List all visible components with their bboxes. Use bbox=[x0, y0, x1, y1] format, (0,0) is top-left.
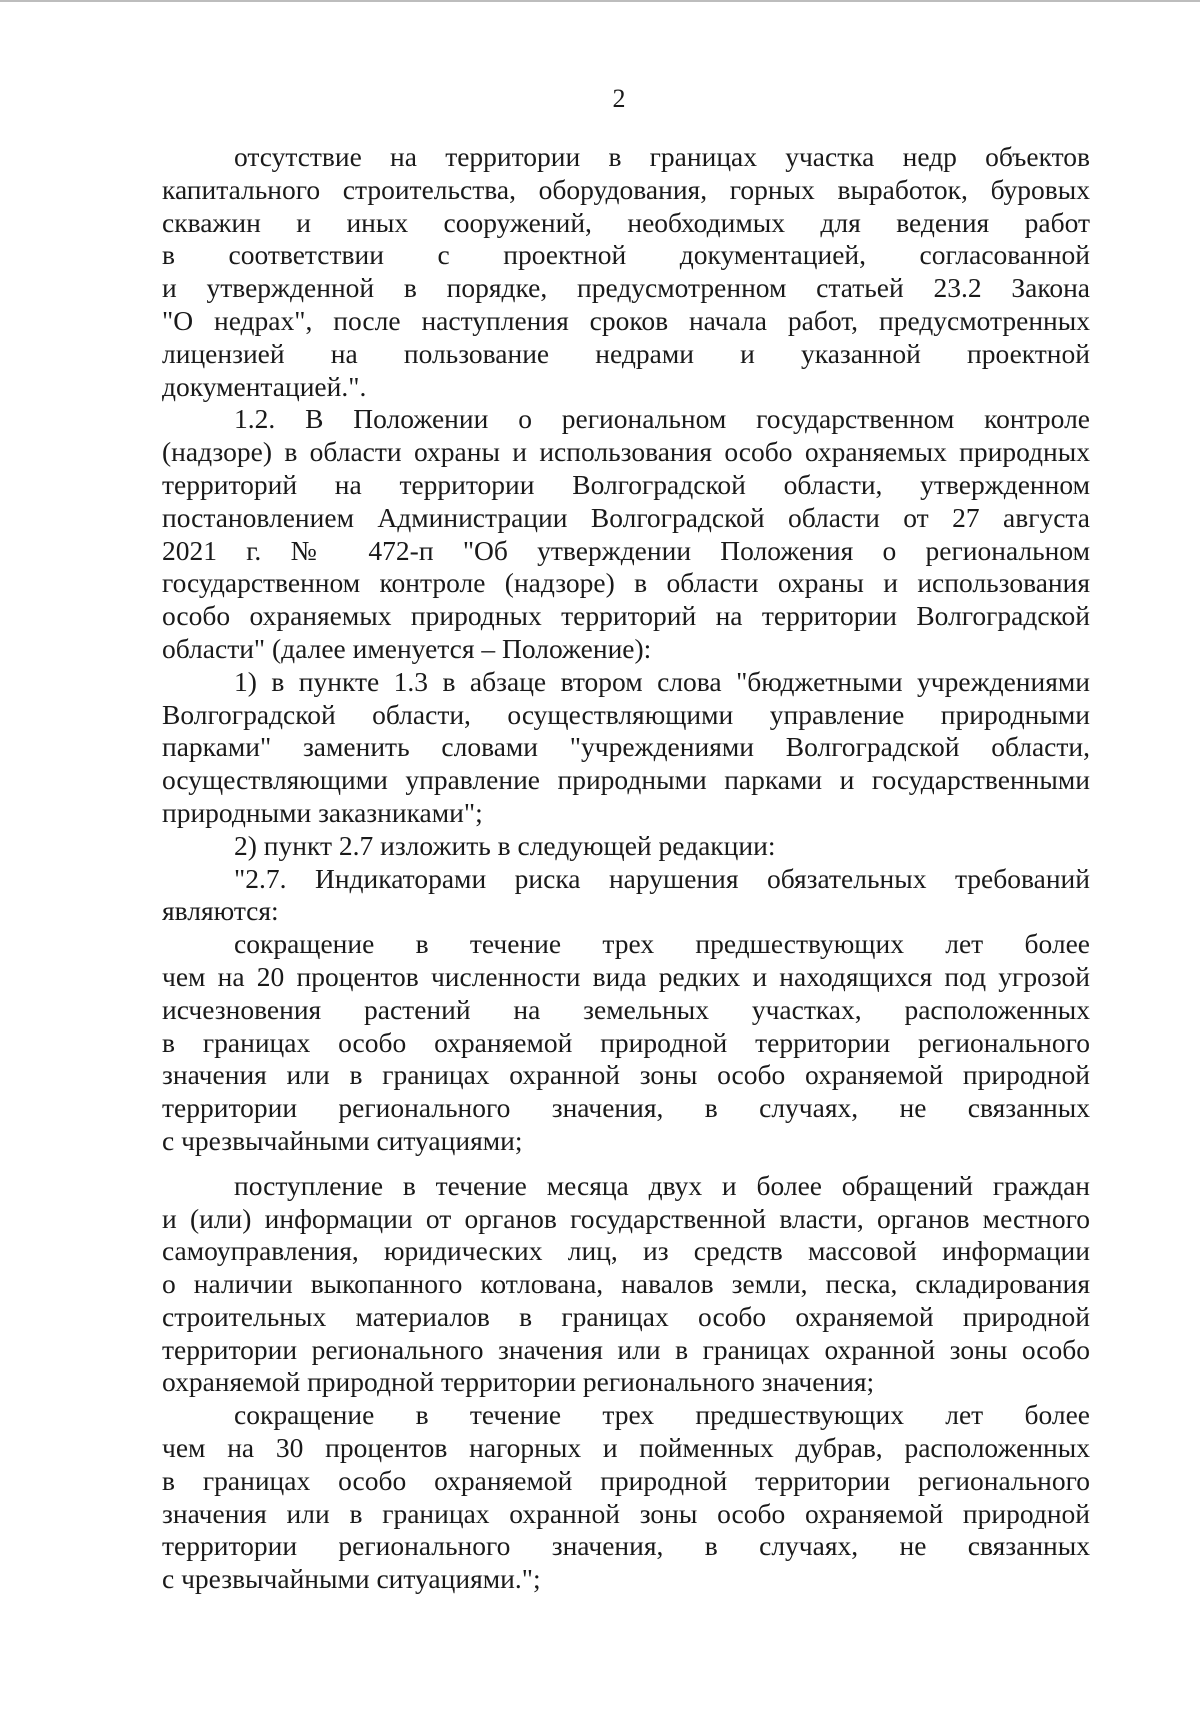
text-line: скважин и иных сооружений, необходимых для ведения работ bbox=[162, 206, 1090, 238]
paragraph-2-7-heading bbox=[162, 863, 1090, 929]
text-line: о наличии выкопанного котлована, навалов земли, песка, складирования bbox=[162, 1268, 1090, 1300]
text-line: территории регионального значения, в случаях, не связанных bbox=[162, 1530, 1090, 1562]
text-line: парками" заменить словами "учреждениями Волгоградской области, bbox=[162, 731, 1090, 763]
text-line: 2) пункт 2.7 изложить в следующей редакции: bbox=[234, 829, 776, 861]
text-line: самоуправления, юридических лиц, из средств массовой информации bbox=[162, 1235, 1090, 1267]
text-line: с чрезвычайными ситуациями."; bbox=[162, 1563, 541, 1595]
document-body bbox=[162, 141, 1090, 1596]
paragraph-subsoil-absence bbox=[162, 141, 1090, 403]
text-line: сокращение в течение трех предшествующих лет более bbox=[234, 928, 1090, 960]
text-line: территорий на территории Волгоградской области, утвержденном bbox=[162, 468, 1090, 500]
paragraph-indicator-plants bbox=[162, 928, 1090, 1158]
text-line: поступление в течение месяца двух и более обращений граждан bbox=[234, 1169, 1090, 1201]
text-line: особо охраняемых природных территорий на территории Волгоградской bbox=[162, 600, 1090, 632]
text-line: "2.7. Индикаторами риска нарушения обязательных требований bbox=[234, 862, 1090, 894]
text-line: значения или в границах охранной зоны особо охраняемой природной bbox=[162, 1059, 1090, 1091]
text-line: Волгоградской области, осуществляющими управление природными bbox=[162, 698, 1090, 730]
text-line: с чрезвычайными ситуациями; bbox=[162, 1124, 523, 1156]
text-line: территории регионального значения, в случаях, не связанных bbox=[162, 1092, 1090, 1124]
text-line: значения или в границах охранной зоны особо охраняемой природной bbox=[162, 1497, 1090, 1529]
page-number: 2 bbox=[612, 84, 626, 113]
paragraph-indicator-appeals bbox=[162, 1170, 1090, 1400]
text-line: и (или) информации от органов государственной власти, органов местного bbox=[162, 1202, 1090, 1234]
text-line: (надзоре) в области охраны и использования особо охраняемых природных bbox=[162, 436, 1090, 468]
text-line: осуществляющими управление природными парками и государственными bbox=[162, 764, 1090, 796]
text-line: государственном контроле (надзоре) в области охраны и использования bbox=[162, 567, 1090, 599]
text-line: природными заказниками"; bbox=[162, 796, 483, 828]
text-line: строительных материалов в границах особо охраняемой природной bbox=[162, 1300, 1090, 1332]
text-line: в соответствии с проектной документацией, согласованной bbox=[162, 239, 1090, 271]
text-line: 2021 г. № 472-п "Об утверждении Положения о региональном bbox=[162, 534, 1090, 566]
text-line: капитального строительства, оборудования, горных выработок, буровых bbox=[162, 173, 1090, 205]
text-line: 1) в пункте 1.3 в абзаце втором слова "бюджетными учреждениями bbox=[234, 665, 1090, 697]
paragraph-item-1 bbox=[162, 666, 1090, 830]
text-line: сокращение в течение трех предшествующих лет более bbox=[234, 1399, 1090, 1431]
text-line: чем на 30 процентов нагорных и пойменных дубрав, расположенных bbox=[162, 1432, 1090, 1464]
text-line: являются: bbox=[162, 895, 279, 927]
text-line: 1.2. В Положении о региональном государственном контроле bbox=[234, 403, 1090, 435]
text-line: документацией.". bbox=[162, 370, 367, 402]
text-line: чем на 20 процентов численности вида редких и находящихся под угрозой bbox=[162, 960, 1090, 992]
text-line: постановлением Администрации Волгоградской области от 27 августа bbox=[162, 501, 1090, 533]
text-line: территории регионального значения или в границах охранной зоны особо bbox=[162, 1333, 1090, 1365]
text-line: в границах особо охраняемой природной территории регионального bbox=[162, 1464, 1090, 1496]
text-line: "О недрах", после наступления сроков начала работ, предусмотренных bbox=[162, 304, 1090, 336]
page-top-edge bbox=[0, 0, 1200, 2]
text-line: и утвержденной в порядке, предусмотренном статьей 23.2 Закона bbox=[162, 272, 1090, 304]
paragraph-1-2 bbox=[162, 403, 1090, 665]
text-line: отсутствие на территории в границах участка недр объектов bbox=[234, 141, 1090, 172]
text-line: в границах особо охраняемой природной территории регионального bbox=[162, 1026, 1090, 1058]
paragraph-item-2 bbox=[162, 830, 1090, 863]
text-line: области" (далее именуется – Положение): bbox=[162, 632, 652, 664]
text-line: лицензией на пользование недрами и указанной проектной bbox=[162, 337, 1090, 369]
text-line: охраняемой природной территории регионального значения; bbox=[162, 1366, 875, 1398]
paragraph-indicator-oaks bbox=[162, 1399, 1090, 1596]
text-line: исчезновения растений на земельных участках, расположенных bbox=[162, 993, 1090, 1025]
